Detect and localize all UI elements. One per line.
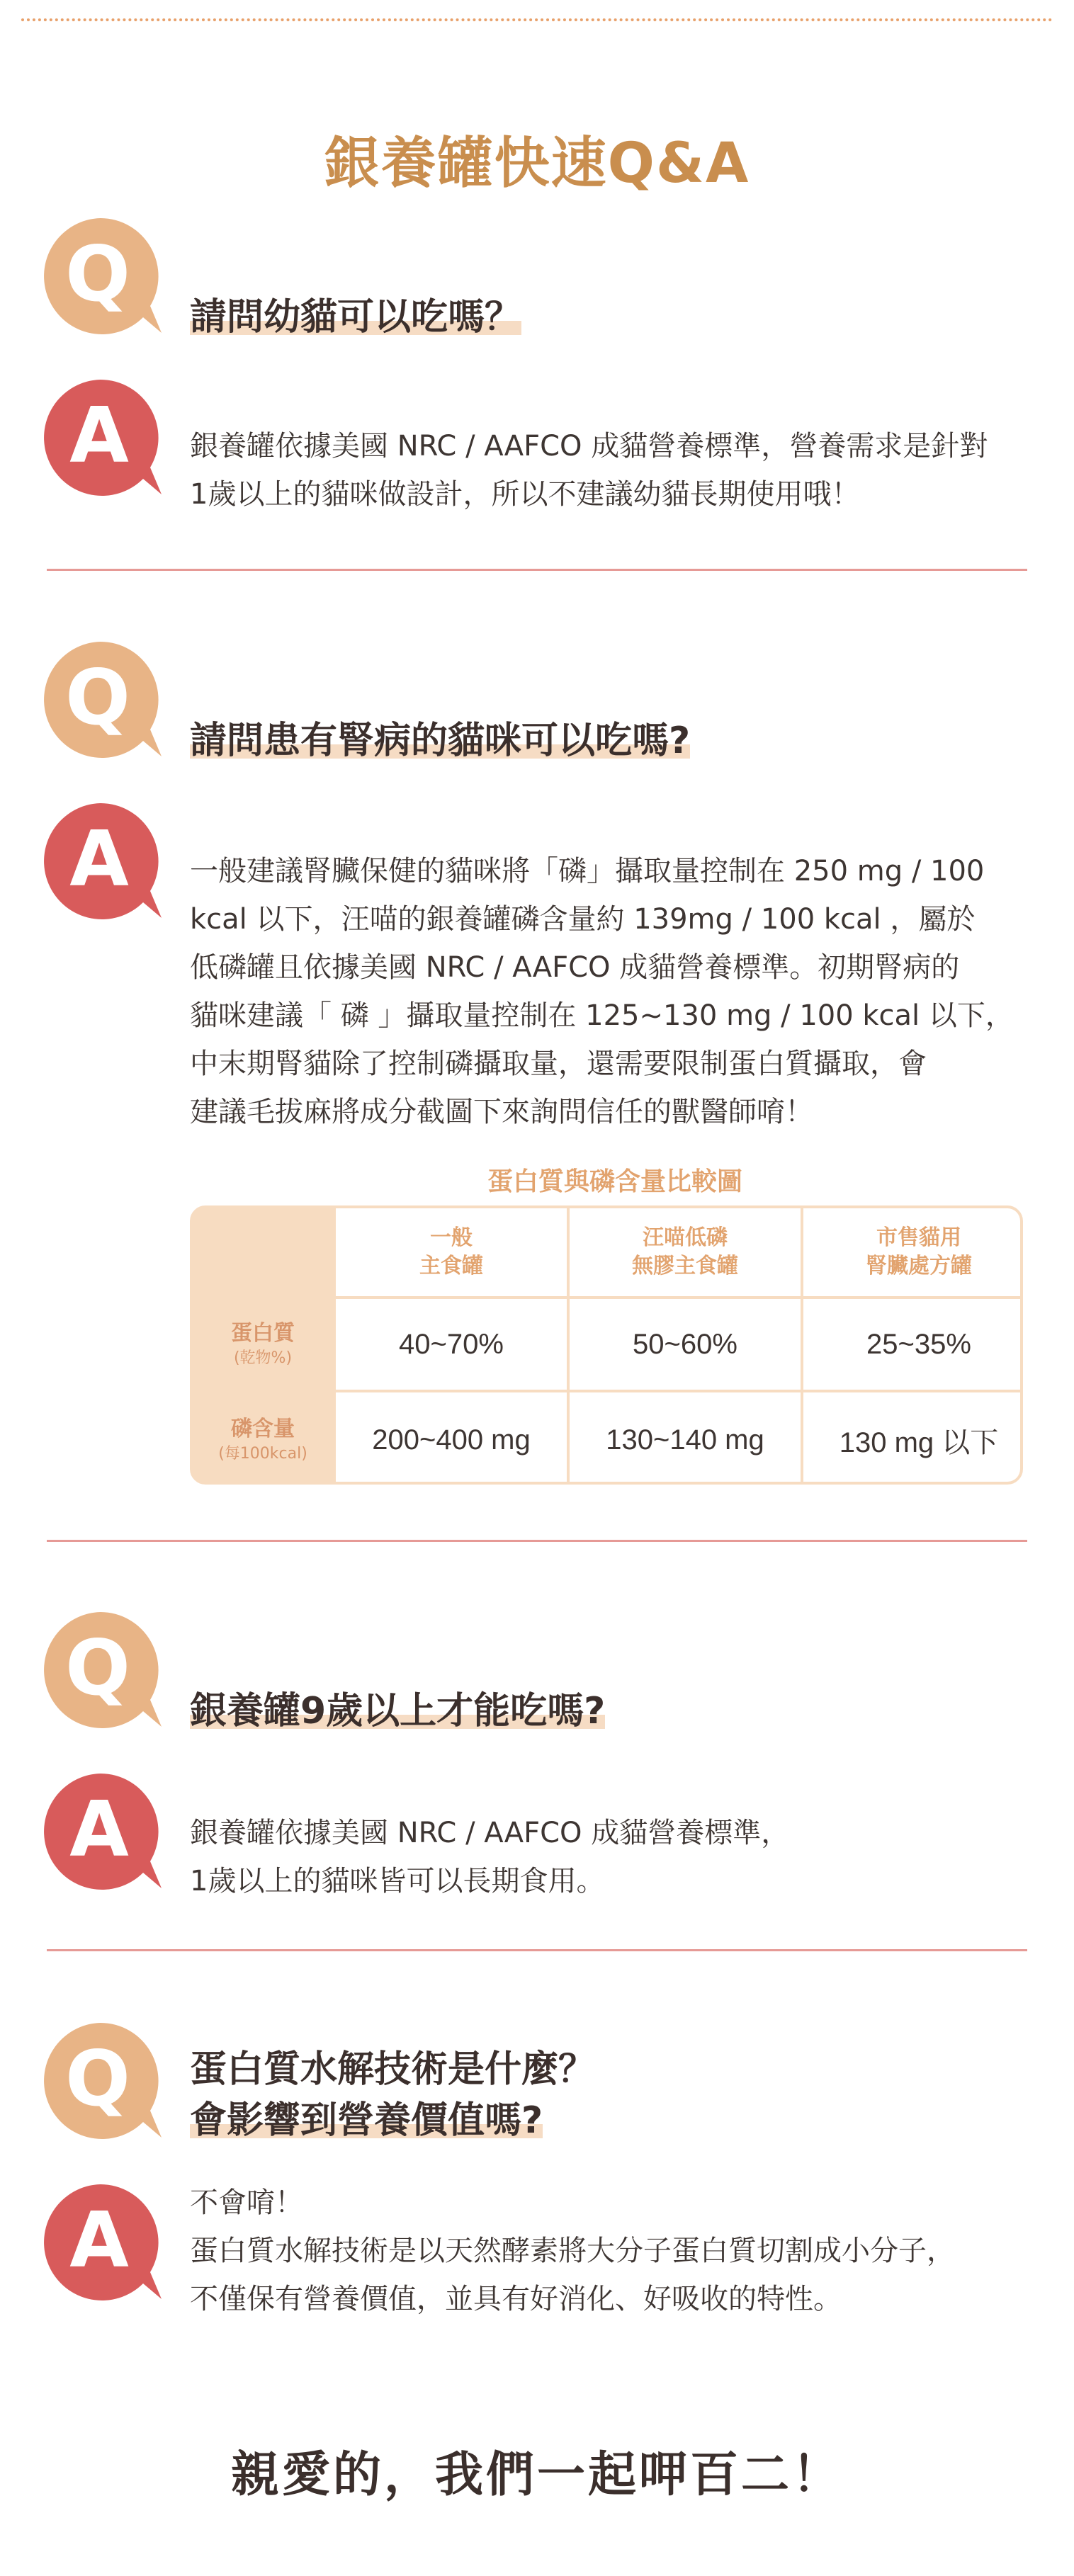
answer-line: 貓咪建議「 磷 」攝取量控制在 125~130 mg / 100 kcal 以下， [190,999,1014,1032]
column-header [803,1208,1023,1296]
answer-line: 銀養罐依據美國 NRC / AAFCO 成貓營養標準， [190,1817,790,1849]
answer-line: 1歲以上的貓咪做設計，所以不建議幼貓長期使用哦！ [190,478,860,511]
row-header-sublabel: (乾物%) [233,1349,293,1367]
row-header [193,1299,333,1390]
question-3 [190,1686,605,1737]
table-corner [193,1208,333,1296]
table-cell [803,1392,1023,1485]
table-cell-value: 130 mg 以下 [839,1426,999,1458]
answer-2 [190,847,1040,1136]
column-header-line: 市售貓用 [876,1225,961,1250]
question-1-line: 請問幼貓可以吃嗎？ [190,296,522,339]
a-bubble-icon [37,1768,164,1895]
question-2-line: 請問患有腎病的貓咪可以吃嗎? [190,720,691,762]
question-4-line: 會影響到營養價值嗎? [190,2099,543,2142]
table-title: 蛋白質與磷含量比較圖 [487,1167,742,1196]
q-bubble-icon [37,212,164,340]
answer-line: 中末期腎貓除了控制磷攝取量，還需要限制蛋白質攝取，會 [190,1048,927,1080]
table-cell [336,1392,567,1485]
question-4-line: 蛋白質水解技術是什麼？ [190,2048,596,2091]
answer-line: 一般建議腎臟保健的貓咪將「磷」攝取量控制在 250 mg / 100 [190,855,985,887]
column-header-line: 無膠主食罐 [632,1254,738,1278]
a-bubble-icon [37,2179,164,2306]
table-cell [803,1299,1023,1390]
table-cell [570,1392,801,1485]
column-header-line: 腎臟處方罐 [866,1254,972,1278]
question-2 [190,715,690,766]
table-cell-value: 50~60% [633,1328,737,1360]
row-header [193,1392,333,1485]
answer-line: 低磷罐且依據美國 NRC / AAFCO 成貓營養標準。初期腎病的 [190,951,960,984]
answer-line: 不會唷！ [190,2186,303,2219]
table-cell [336,1299,567,1390]
column-header-line: 主食罐 [419,1254,483,1278]
table-cell [570,1299,801,1390]
closing-slogan: 親愛的，我們一起呷百二！ [230,2447,843,2503]
column-header [570,1208,801,1296]
column-header-line: 一般 [430,1225,473,1250]
column-header-line: 汪喵低磷 [643,1225,728,1250]
divider [47,1949,1027,1951]
question-1 [190,292,521,343]
table-cell-value: 40~70% [399,1328,504,1360]
answer-line: kcal 以下，汪喵的銀養罐磷含量約 139mg / 100 kcal ，屬於 [190,903,976,936]
answer-line: 建議毛拔麻將成分截圖下來詢問信任的獸醫師唷！ [190,1096,813,1128]
answer-line: 蛋白質水解技術是以天然酵素將大分子蛋白質切割成小分子， [190,2235,955,2267]
table-cell-value: 25~35% [866,1328,971,1360]
svg-text:A: A [69,815,129,904]
svg-text:A: A [69,392,129,480]
answer-line: 銀養罐依據美國 NRC / AAFCO 成貓營養標準，營養需求是針對 [190,430,988,463]
page-title: 銀養罐快速Q&A [324,132,750,195]
answer-line: 1歲以上的貓咪皆可以長期食用。 [190,1865,605,1897]
question-4 [190,2044,595,2146]
svg-text:A: A [69,1786,129,1874]
a-bubble-icon [37,798,164,925]
row-header-label: 蛋白質 [231,1321,295,1346]
top-dotted-border [21,18,1053,21]
answer-line: 不僅保有營養價值，並具有好消化、好吸收的特性。 [190,2283,842,2315]
svg-text:Q: Q [65,654,130,742]
answer-1 [190,422,1040,518]
svg-text:A: A [69,2196,129,2285]
svg-text:Q: Q [65,2035,130,2123]
svg-text:Q: Q [65,230,130,319]
q-bubble-icon [37,2017,164,2145]
answer-4 [190,2179,1040,2323]
divider [47,569,1027,571]
row-header-sublabel: (每100kcal) [218,1445,307,1463]
question-3-line: 銀養罐9歲以上才能吃嗎? [190,1690,606,1732]
comparison-table [190,1205,1023,1485]
row-header-label: 磷含量 [231,1417,295,1441]
table-cell-value: 130~140 mg [606,1424,764,1456]
svg-text:Q: Q [65,1624,130,1713]
q-bubble-icon [37,1606,164,1734]
table-cell-value: 200~400 mg [372,1424,531,1456]
q-bubble-icon [37,636,164,764]
column-header [336,1208,567,1296]
a-bubble-icon [37,374,164,501]
answer-3 [190,1809,1040,1905]
divider [47,1540,1027,1542]
